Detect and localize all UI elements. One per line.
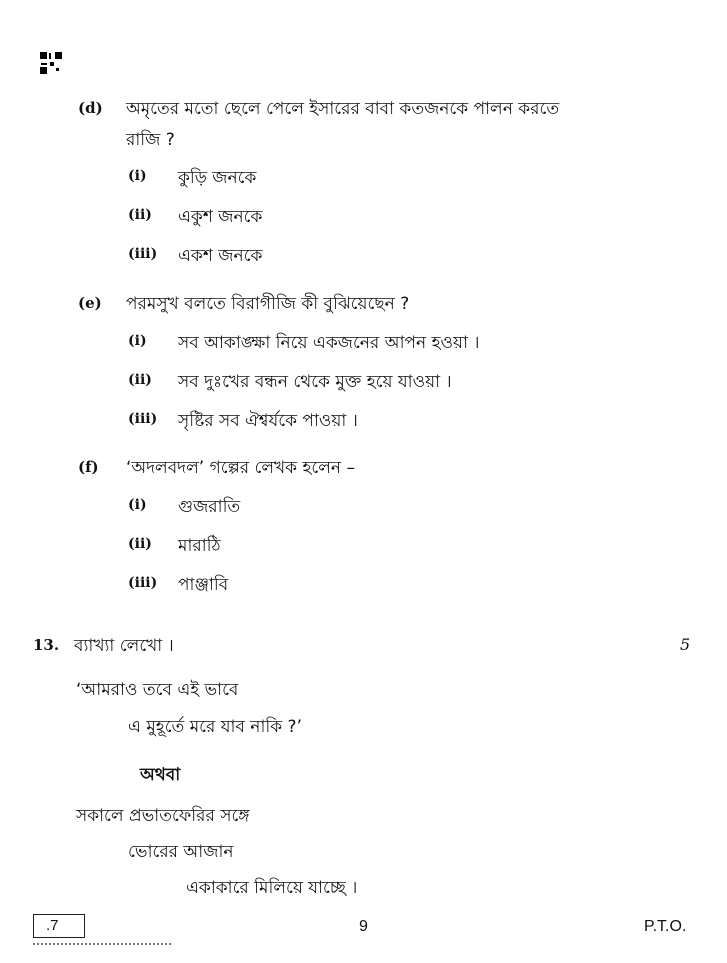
e-option-3-num: (iii) (128, 411, 158, 427)
question-d-text-line2: রাজি ? (126, 130, 175, 150)
d-option-1-text: কুড়ি জনকে (178, 168, 257, 188)
e-option-1-num: (i) (128, 333, 147, 349)
quote1-line2: এ মুহূর্তে মরে যাব নাকি ?’ (128, 717, 302, 737)
or-heading: অথবা (140, 765, 181, 785)
quote2-line1: সকালে প্রভাতফেরির সঙ্গে (76, 806, 250, 826)
d-option-3-text: একশ জনকে (178, 246, 263, 266)
d-option-1-num: (i) (128, 168, 147, 184)
f-option-1-text: গুজরাতি (178, 497, 241, 517)
e-option-3-text: সৃষ্টির সব ঐশ্বর্যকে পাওয়া । (178, 411, 358, 431)
question-e-text: পরমসুখ বলতে বিরাগীজি কী বুঝিয়েছেন ? (126, 294, 410, 314)
quote1-line1: ‘আমরাও তবে এই ভাবে (76, 680, 239, 700)
qr-code-icon (40, 52, 62, 74)
f-option-2-text: মারাঠি (178, 536, 221, 556)
d-option-3-num: (iii) (128, 246, 158, 262)
question-13-prompt: ব্যাখ্যা লেখো । (74, 636, 174, 656)
e-option-1-text: সব আকাঙ্ক্ষা নিয়ে একজনের আপন হওয়া । (178, 333, 480, 353)
e-option-2-text: সব দুঃখের বন্ধন থেকে মুক্ত হয়ে যাওয়া । (178, 372, 452, 392)
d-option-2-num: (ii) (128, 207, 152, 223)
f-option-3-text: পাঞ্জাবি (178, 575, 229, 595)
footer-dotted-rule (33, 943, 173, 945)
paper-code: .7 (46, 917, 59, 934)
question-13-marks: 5 (680, 635, 691, 654)
f-option-2-num: (ii) (128, 536, 152, 552)
d-option-2-text: একুশ জনকে (178, 207, 263, 227)
f-option-3-num: (iii) (128, 575, 158, 591)
question-f-label: (f) (78, 458, 99, 476)
question-13-number: 13. (33, 636, 60, 654)
question-f-text: ‘অদলবদল’ গল্পের লেখক হলেন – (126, 458, 355, 478)
page-number: 9 (359, 918, 368, 935)
quote2-line3: একাকারে মিলিয়ে যাচ্ছে । (186, 878, 358, 898)
quote2-line2: ভোরের আজান (128, 842, 234, 862)
pto-label: P.T.O. (644, 918, 687, 935)
e-option-2-num: (ii) (128, 372, 152, 388)
question-d-text-line1: অমৃতের মতো ছেলে পেলে ইসারের বাবা কতজনকে পালন করতে (126, 99, 560, 119)
f-option-1-num: (i) (128, 497, 147, 513)
question-d-label: (d) (78, 99, 103, 117)
question-e-label: (e) (78, 294, 102, 312)
paper-code-box (33, 914, 85, 938)
